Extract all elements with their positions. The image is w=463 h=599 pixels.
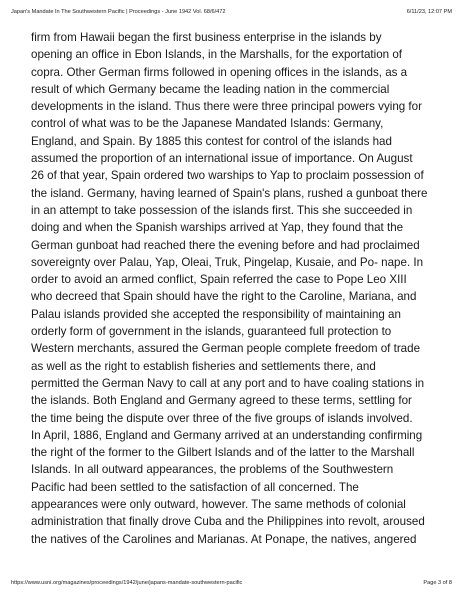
page-number: Page 3 of 8 bbox=[423, 580, 452, 586]
text-line: the time being the dispute over three of the five groups of islands involved. bbox=[31, 411, 413, 425]
text-line: copra. Other German firms followed in opening offices in the islands, as a bbox=[31, 65, 408, 79]
text-line: the islands. Both England and Germany agreed to these terms, settling for bbox=[31, 394, 412, 408]
text-line: result of which Germany became the leading nation in the commercial bbox=[31, 82, 390, 96]
text-line: sovereignty over Palau, Yap, Oleai, Truk, Pingelap, Kusaie, and Po- nape. In bbox=[31, 255, 424, 269]
text-line: Western merchants, assured the German people complete freedom of trade bbox=[31, 342, 421, 356]
page-header bbox=[11, 9, 452, 19]
text-line: England, and Spain. By 1885 this contest for control of the islands had bbox=[31, 134, 392, 148]
text-line: the right of the former to the Gilbert Islands and of the latter to the Marshall bbox=[31, 446, 415, 460]
text-line: control of what was to be the Japanese Mandated Islands: Germany, bbox=[31, 117, 384, 131]
text-line: assumed the proportion of an international issue of importance. On August bbox=[31, 152, 413, 166]
text-line: who decreed that Spain should have the right to the Caroline, Mariana, and bbox=[31, 290, 417, 304]
text-line: as well as the right to establish fisheries and settlements there, and bbox=[31, 359, 376, 373]
text-line: the natives of the Carolines and Marianas. At Ponape, the natives, angered bbox=[31, 532, 417, 546]
text-line: doing and when the Spanish warships arrived at Yap, they found that the bbox=[31, 221, 404, 235]
text-line: Pacific had been settled to the satisfaction of all concerned. The bbox=[31, 480, 359, 494]
text-line: opening an office in Ebon Islands, in the Marshalls, for the exportation of bbox=[31, 48, 403, 62]
text-line: developments in the island. Thus there were three principal powers vying for bbox=[31, 100, 422, 114]
text-line: German gunboat had reached there the evening before and had proclaimed bbox=[31, 238, 420, 252]
print-timestamp: 6/11/23, 12:07 PM bbox=[406, 9, 452, 15]
text-line: 26 of that year, Spain ordered two warships to Yap to proclaim possession of bbox=[31, 169, 424, 183]
text-line: orderly form of government in the islands, guaranteed full protection to bbox=[31, 325, 392, 339]
text-line: In April, 1886, England and Germany arrived at an understanding confirming bbox=[31, 428, 423, 442]
article-body bbox=[31, 29, 435, 548]
page-footer bbox=[11, 580, 452, 590]
text-line: in an attempt to take possession of the islands first. This she succeeded in bbox=[31, 203, 413, 217]
text-line: the island. Germany, having learned of Spain's plans, rushed a gunboat there bbox=[31, 186, 428, 200]
text-line: administration that finally drove Cuba and the Philippines into revolt, aroused bbox=[31, 515, 425, 529]
source-url[interactable]: https://www.usni.org/magazines/proceedings/1942/june/japans-mandate-southwestern-pacific bbox=[11, 580, 243, 586]
text-line: firm from Hawaii began the first business enterprise in the islands by bbox=[31, 31, 382, 44]
document-title: Japan's Mandate In The Southwestern Pacific | Proceedings - June 1942 Vol. 68/6/472 bbox=[11, 9, 226, 15]
text-line: permitted the German Navy to call at any port and to have coaling stations in bbox=[31, 376, 425, 390]
text-line: appearances were only outward, however. The same methods of colonial bbox=[31, 498, 406, 512]
text-line: Islands. In all outward appearances, the problems of the Southwestern bbox=[31, 463, 394, 477]
text-line: order to avoid an armed conflict, Spain referred the case to Pope Leo XIII bbox=[31, 273, 407, 287]
text-line: Palau islands provided she accepted the responsibility of maintaining an bbox=[31, 307, 401, 321]
